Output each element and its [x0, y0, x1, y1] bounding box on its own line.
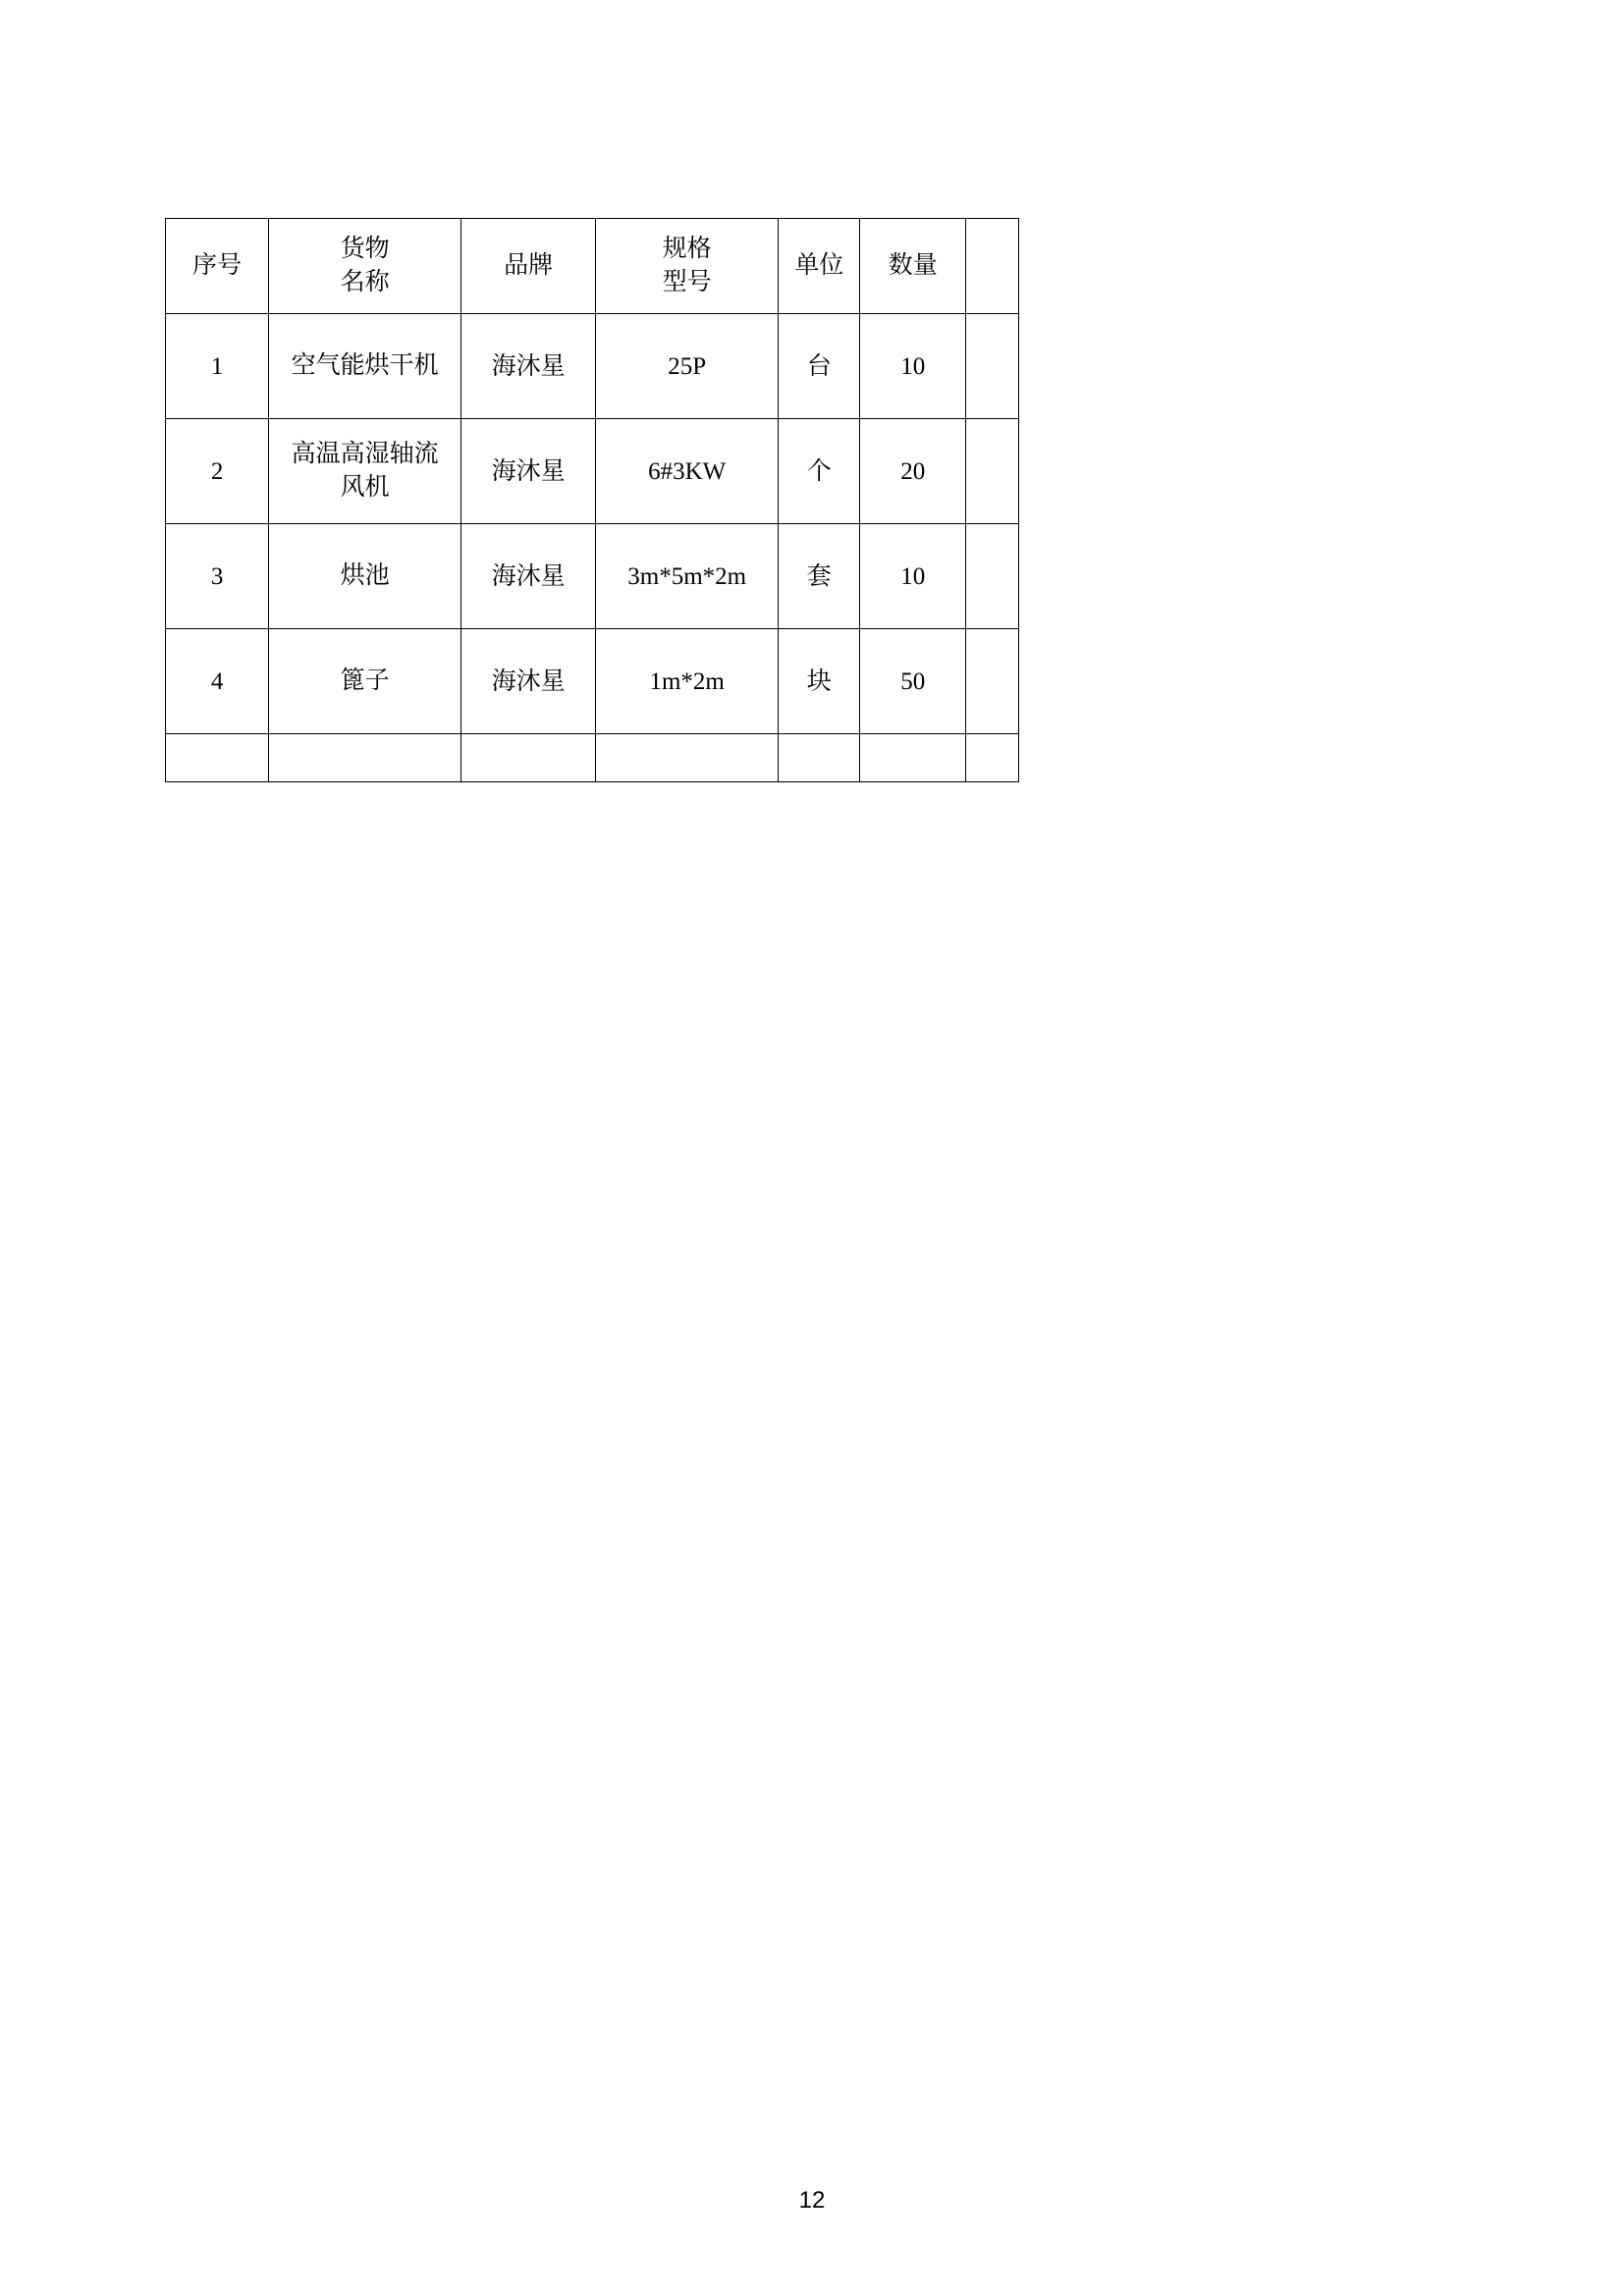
header-name-line1: 货物 — [340, 236, 390, 263]
cell-index — [166, 419, 269, 524]
header-cell-brand — [461, 219, 596, 314]
cell-quantity — [860, 629, 966, 734]
row2-name-line2: 风机 — [340, 474, 390, 501]
row2-index: 2 — [210, 457, 224, 485]
row4-index: 4 — [210, 667, 224, 695]
cell-extra — [966, 629, 1019, 734]
table-row — [166, 419, 1019, 524]
table-row — [166, 314, 1019, 419]
row2-unit: 个 — [806, 457, 832, 485]
cell-brand — [461, 524, 596, 629]
cell-name — [269, 419, 461, 524]
cell-index — [166, 734, 269, 782]
cell-unit — [779, 629, 860, 734]
table-header-row — [166, 219, 1019, 314]
cell-brand — [461, 419, 596, 524]
goods-table — [165, 218, 1019, 782]
row4-name-line1: 篦子 — [340, 667, 390, 695]
header-spec-line1: 规格 — [662, 236, 712, 263]
row4-unit: 块 — [806, 667, 832, 695]
row3-spec: 3m*5m*2m — [627, 562, 747, 590]
table-row — [166, 524, 1019, 629]
header-cell-unit — [779, 219, 860, 314]
cell-name — [269, 314, 461, 419]
header-index-line1: 序号 — [192, 252, 243, 280]
row1-name-line1: 空气能烘干机 — [291, 352, 439, 380]
page-number: 12 — [798, 2187, 826, 2214]
cell-extra — [966, 524, 1019, 629]
header-spec-line2: 型号 — [662, 269, 712, 295]
row1-unit: 台 — [806, 352, 832, 380]
row2-spec: 6#3KW — [648, 457, 727, 485]
header-unit-line1: 单位 — [794, 252, 844, 280]
row1-index: 1 — [210, 352, 224, 380]
row3-unit: 套 — [806, 562, 832, 590]
cell-unit — [779, 524, 860, 629]
row4-spec: 1m*2m — [649, 667, 725, 695]
cell-name — [269, 629, 461, 734]
cell-quantity — [860, 524, 966, 629]
cell-name — [269, 524, 461, 629]
cell-extra — [966, 419, 1019, 524]
cell-unit — [779, 419, 860, 524]
cell-brand — [461, 734, 596, 782]
cell-spec — [596, 629, 779, 734]
cell-spec — [596, 419, 779, 524]
cell-brand — [461, 314, 596, 419]
cell-brand — [461, 629, 596, 734]
header-cell-extra — [966, 219, 1019, 314]
row2-brand: 海沐星 — [491, 457, 566, 485]
header-brand-line1: 品牌 — [504, 252, 554, 280]
row3-index: 3 — [210, 562, 224, 590]
header-cell-spec — [596, 219, 779, 314]
cell-index — [166, 314, 269, 419]
row1-spec: 25P — [668, 352, 707, 380]
row4-qty: 50 — [900, 667, 926, 695]
cell-extra — [966, 314, 1019, 419]
cell-unit — [779, 314, 860, 419]
cell-quantity — [860, 734, 966, 782]
header-cell-index — [166, 219, 269, 314]
header-name-line2: 名称 — [340, 269, 390, 295]
row3-name-line1: 烘池 — [340, 562, 390, 590]
cell-quantity — [860, 314, 966, 419]
goods-table-wrapper — [165, 218, 1019, 782]
header-quantity-line1: 数量 — [888, 252, 938, 280]
cell-spec — [596, 734, 779, 782]
cell-extra — [966, 734, 1019, 782]
cell-quantity — [860, 419, 966, 524]
cell-name — [269, 734, 461, 782]
row2-name-line1: 高温高湿轴流 — [291, 441, 439, 468]
table-row — [166, 629, 1019, 734]
cell-spec — [596, 524, 779, 629]
row2-qty: 20 — [900, 457, 926, 485]
cell-index — [166, 629, 269, 734]
header-cell-name — [269, 219, 461, 314]
cell-index — [166, 524, 269, 629]
row3-brand: 海沐星 — [491, 562, 566, 590]
row1-brand: 海沐星 — [491, 352, 566, 380]
cell-unit — [779, 734, 860, 782]
table-row — [166, 734, 1019, 782]
row3-qty: 10 — [900, 562, 926, 590]
row4-brand: 海沐星 — [491, 667, 566, 695]
row1-qty: 10 — [900, 352, 926, 380]
cell-spec — [596, 314, 779, 419]
header-cell-quantity — [860, 219, 966, 314]
